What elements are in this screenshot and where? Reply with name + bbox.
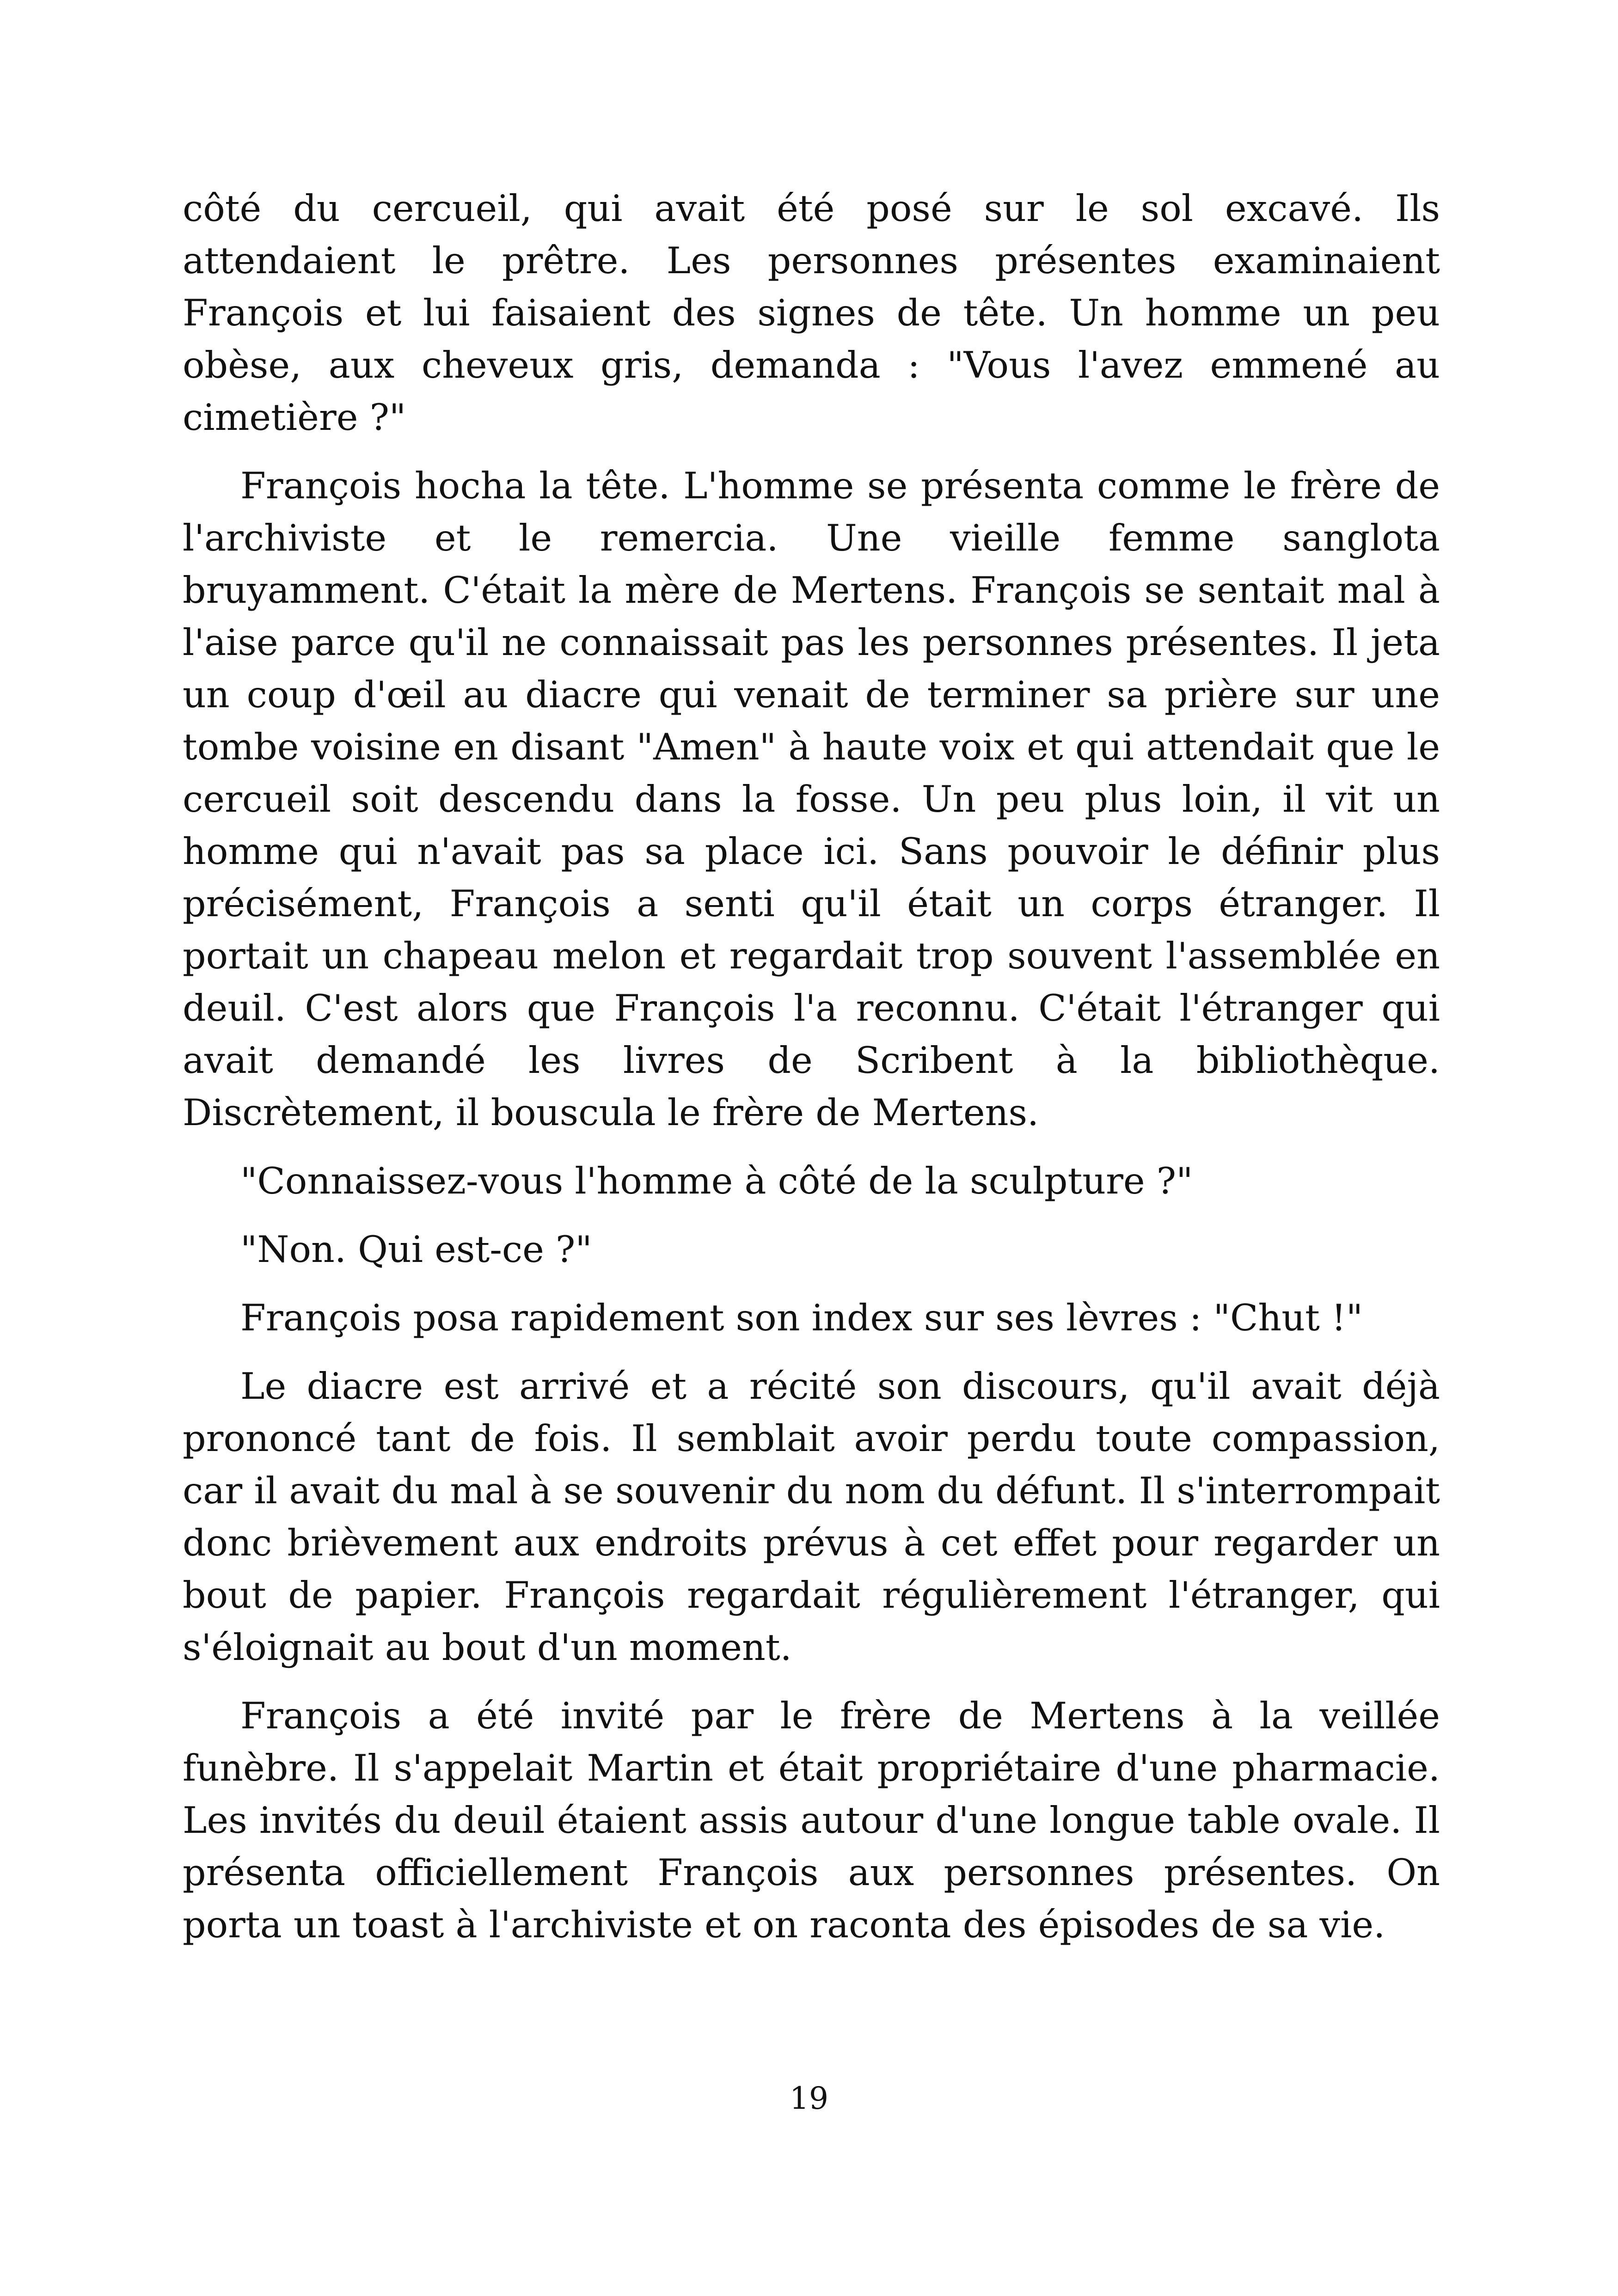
paragraph-1: côté du cercueil, qui avait été posé sur le sol excavé. Ils attendaient le prêtre. Les personnes présentes examinaient François et lui faisaient des signes de tête. Un homme un peu obèse, aux cheveux gris, demanda : "Vous l'avez emmené au cimetière ?" [183, 187, 1440, 439]
paragraph-5: François posa rapidement son index sur ses lèvres : "Chut !" [240, 1297, 1363, 1339]
paragraph-4: "Non. Qui est-ce ?" [240, 1228, 592, 1271]
paragraph-2: François hocha la tête. L'homme se présenta comme le frère de l'archiviste et le remercia. Une vieille femme sanglota bruyamment. C'était la mère de Mertens. François se sentait mal à l'aise parce qu'il ne connaissait pas les personnes présentes. Il jeta un coup d'œil au diacre qui venait de terminer sa prière sur une tombe voisine en disant "Amen" à haute voix et qui attendait que le cercueil soit descendu dans la fosse. Un peu plus loin, il vit un homme qui n'avait pas sa place ici. Sans pouvoir le définir plus précisément, François a senti qu'il était un corps étranger. Il portait un chapeau melon et regardait trop souvent l'assemblée en deuil. C'est alors que François l'a reconnu. C'était l'étranger qui avait demandé les livres de Scribent à la bibliothèque. Discrètement, il bouscula le frère de Mertens. [183, 465, 1440, 1134]
body-text [183, 183, 1440, 1967]
paragraph-3: "Connaissez-vous l'homme à côté de la sculpture ?" [240, 1160, 1193, 1202]
paragraph-7: François a été invité par le frère de Mertens à la veillée funèbre. Il s'appelait Martin et était propriétaire d'une pharmacie. Les invités du deuil étaient assis autour d'une longue table ovale. Il présenta officiellement François aux personnes présentes. On porta un toast à l'archiviste et on raconta des épisodes de sa vie. [183, 1695, 1440, 1946]
paragraph-6: Le diacre est arrivé et a récité son discours, qu'il avait déjà prononcé tant de fois. Il semblait avoir perdu toute compassion, car il avait du mal à se souvenir du nom du défunt. Il s'interrompait donc brièvement aux endroits prévus à cet effet pour regarder un bout de papier. François regardait régulièrement l'étranger, qui s'éloignait au bout d'un moment. [183, 1365, 1440, 1669]
page-number: 19 [790, 2081, 828, 2116]
